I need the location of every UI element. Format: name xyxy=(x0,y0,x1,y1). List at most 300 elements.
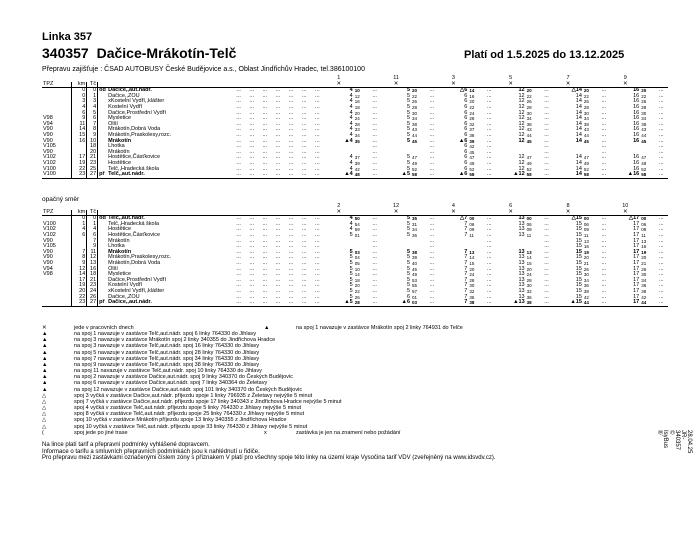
empty-trip: ... xyxy=(301,115,307,122)
time-minute: 11 xyxy=(583,232,589,238)
empty-trip: ... xyxy=(372,299,377,306)
zone-id: V94 xyxy=(43,265,53,272)
empty-trip: ... xyxy=(544,237,549,244)
col-km: km xyxy=(71,210,87,216)
empty-trip: ... xyxy=(275,231,281,238)
time-minute: 28 xyxy=(469,277,475,283)
time-hour: 6 xyxy=(464,109,468,116)
working-days-symbol: ✕ xyxy=(393,208,399,215)
tc-value: 1 xyxy=(87,222,98,228)
empty-trip: ... xyxy=(236,98,241,105)
time-hour: 16 xyxy=(633,109,640,116)
trip-number: 6 xyxy=(509,203,513,209)
empty-trip: ... xyxy=(601,248,607,255)
empty-trip: ... xyxy=(275,215,281,222)
time-minute: 35 xyxy=(412,216,418,222)
empty-trip: ... xyxy=(429,148,435,155)
empty-trip: ... xyxy=(601,276,607,283)
empty-trip: ... xyxy=(301,143,307,150)
time-hour: 16 xyxy=(633,120,640,127)
empty-trip: ... xyxy=(372,87,377,94)
empty-trip: ... xyxy=(486,254,492,261)
station-mark: př xyxy=(99,171,105,178)
km-value: 17 xyxy=(71,278,87,284)
line-label: Linka 357 xyxy=(42,31,93,43)
time-minute: 45 xyxy=(526,138,532,144)
zone-id: V90 xyxy=(43,137,53,144)
empty-trip: ... xyxy=(236,254,241,261)
empty-trip: ... xyxy=(372,103,377,110)
time-minute: 38 xyxy=(583,288,589,294)
empty-trip: ... xyxy=(288,165,294,172)
time-hour: 14 xyxy=(575,115,582,122)
legend-symbol: ▲ xyxy=(42,380,48,387)
working-days-symbol: ✕ xyxy=(565,208,571,215)
time-minute: 01 xyxy=(354,232,360,238)
time-minute: 36 xyxy=(469,294,475,300)
empty-trip: ... xyxy=(249,282,254,289)
empty-trip: ... xyxy=(275,143,281,150)
time-hour: 14 xyxy=(575,103,582,110)
time-minute: 39 xyxy=(469,138,475,144)
time-hour: 17 xyxy=(633,226,640,233)
empty-trip: ... xyxy=(275,243,281,250)
empty-trip: ... xyxy=(315,159,320,166)
time-minute: 22 xyxy=(583,93,589,99)
time-hour: 5 xyxy=(349,259,353,266)
station-name: Hostětice xyxy=(108,226,132,233)
empty-trip: ... xyxy=(372,126,377,133)
empty-trip: ... xyxy=(429,143,435,150)
empty-trip: ... xyxy=(288,131,294,138)
empty-trip: ... xyxy=(315,137,320,144)
empty-trip: ... xyxy=(658,226,664,233)
empty-trip: ... xyxy=(288,248,294,255)
time-minute: 12 xyxy=(354,93,360,99)
legend-text: na spoj 1 navazuje v zastávce Mrákotín spoj 2 linky 764931 do Telče xyxy=(296,325,463,331)
time-minute: 44 xyxy=(641,300,647,306)
time-minute: 38 xyxy=(641,121,647,127)
time-hour: 4 xyxy=(349,126,353,133)
tc-value: 1 xyxy=(87,94,98,100)
legend-row xyxy=(42,430,642,436)
time-minute: 20 xyxy=(354,283,360,289)
empty-trip: ... xyxy=(601,137,607,144)
empty-trip: ... xyxy=(249,92,254,99)
empty-trip: ... xyxy=(429,165,435,172)
empty-trip: ... xyxy=(262,92,268,99)
working-days-symbol: ✕ xyxy=(622,80,628,87)
empty-trip: ... xyxy=(315,293,320,300)
empty-trip: ... xyxy=(315,98,320,105)
empty-trip: ... xyxy=(236,137,241,144)
empty-trip: ... xyxy=(301,215,307,222)
time-minute: 22 xyxy=(469,104,475,110)
time-hour: 4 xyxy=(349,120,353,127)
time-minute: 28 xyxy=(583,104,589,110)
empty-trip: ... xyxy=(275,115,281,122)
time-hour: 4 xyxy=(349,159,353,166)
empty-trip: ... xyxy=(236,243,241,250)
empty-trip: ... xyxy=(315,165,320,172)
time-minute: 34 xyxy=(412,227,418,233)
time-hour: 4 xyxy=(349,92,353,99)
time-minute: 09 xyxy=(641,227,647,233)
time-hour: 14 xyxy=(575,92,582,99)
empty-trip: ... xyxy=(372,287,377,294)
empty-trip: ... xyxy=(249,237,254,244)
legend-text: spoj 10 vyčká v zastávce Mrákotín příjezdu spoje 13 linky 340355 z Jindřichova Hradce xyxy=(74,417,287,424)
empty-trip: ... xyxy=(301,126,307,133)
empty-trip: ... xyxy=(288,103,294,110)
empty-trip: ... xyxy=(301,159,307,166)
time-hour: 4 xyxy=(349,220,353,227)
empty-trip: ... xyxy=(249,171,254,178)
empty-trip: ... xyxy=(262,154,268,161)
time-minute: 44 xyxy=(412,132,418,138)
time-minute: 26 xyxy=(526,99,532,105)
empty-trip: ... xyxy=(262,131,268,138)
time-hour: 7 xyxy=(464,231,468,238)
empty-trip: ... xyxy=(601,271,607,278)
legend-symbol: ▲ xyxy=(42,374,48,381)
time-hour: ▲5 xyxy=(401,171,411,178)
time-hour: 6 xyxy=(464,92,468,99)
time-hour: 16 xyxy=(633,92,640,99)
km-value: 0 xyxy=(71,94,87,100)
time-hour: 7 xyxy=(464,287,468,294)
time-hour: 17 xyxy=(633,276,640,283)
time-hour: 5 xyxy=(349,254,353,261)
time-minute: 58 xyxy=(412,172,418,178)
station-name: Dačice,Prostřední Vydří xyxy=(108,109,167,116)
empty-trip: ... xyxy=(601,282,607,289)
empty-trip: ... xyxy=(544,259,549,266)
time-minute: 00 xyxy=(583,216,589,222)
empty-trip: ... xyxy=(429,98,435,105)
empty-trip: ... xyxy=(275,271,281,278)
time-minute: 16 xyxy=(354,99,360,105)
empty-trip: ... xyxy=(429,248,435,255)
time-minute: 38 xyxy=(526,300,532,306)
empty-trip: ... xyxy=(429,259,435,266)
tc-value: 7 xyxy=(87,239,98,245)
station-name: Mrákotín xyxy=(108,248,132,255)
empty-trip: ... xyxy=(429,226,435,233)
working-days-symbol: ✕ xyxy=(508,80,513,87)
empty-trip: ... xyxy=(486,148,492,155)
empty-trip: ... xyxy=(275,287,281,294)
time-minute: 13 xyxy=(469,249,475,255)
time-hour: ▲6 xyxy=(458,137,468,144)
empty-trip: ... xyxy=(486,248,492,255)
empty-trip: ... xyxy=(236,215,241,222)
empty-trip: ... xyxy=(486,120,492,127)
time-hour: 16 xyxy=(633,137,640,144)
time-minute: 21 xyxy=(583,260,589,266)
empty-trip: ... xyxy=(236,92,241,99)
time-hour: 16 xyxy=(633,98,640,105)
station-name: Dačice,,ZOU xyxy=(108,92,140,99)
empty-trip: ... xyxy=(262,282,268,289)
empty-trip: ... xyxy=(249,137,254,144)
empty-trip: ... xyxy=(601,287,607,294)
empty-trip: ... xyxy=(372,109,377,116)
empty-trip: ... xyxy=(249,248,254,255)
time-hour: 13 xyxy=(518,293,525,300)
km-value: 22 xyxy=(71,167,87,173)
time-hour: 5 xyxy=(349,271,353,278)
station-name: Dačice,Prostřední Vydří xyxy=(108,276,167,283)
legend-text: na spoj 3 navazuje v zastávce Telč,aut.nádr. spoj 16 linky 764330 do Jihlavy xyxy=(74,343,260,350)
km-value: 23 xyxy=(71,300,87,306)
time-minute: 43 xyxy=(526,127,532,133)
time-hour: 14 xyxy=(575,131,582,138)
time-minute: 34 xyxy=(641,116,647,122)
station-cell xyxy=(98,300,232,306)
time-minute: 11 xyxy=(641,232,646,238)
empty-trip: ... xyxy=(249,215,254,222)
legend-text: na spoj 9 navazuje v zastávce Telč,aut.nádr. spoj 38 linky 764330 do Jihlavy xyxy=(74,361,260,368)
empty-trip: ... xyxy=(658,165,664,172)
tc-value: 11 xyxy=(87,250,98,256)
tc-value: 8 xyxy=(87,127,98,133)
empty-trip: ... xyxy=(544,137,549,144)
empty-trip: ... xyxy=(658,282,664,289)
km-value: 3 xyxy=(71,99,87,105)
time-minute: 38 xyxy=(526,121,532,127)
time-hour: 15 xyxy=(575,271,582,278)
empty-trip: ... xyxy=(601,293,607,300)
working-days-symbol: ✕ xyxy=(451,80,456,87)
empty-trip: ... xyxy=(236,159,241,166)
time-hour: 17 xyxy=(633,293,640,300)
empty-trip: ... xyxy=(601,254,607,261)
empty-trip: ... xyxy=(301,148,307,155)
time-hour: 5 xyxy=(406,265,411,272)
empty-trip: ... xyxy=(658,299,664,306)
time-hour: 5 xyxy=(406,226,411,233)
empty-trip: ... xyxy=(315,215,320,222)
legend-symbol: ▲ xyxy=(42,331,48,338)
empty-trip: ... xyxy=(275,276,281,283)
legend-text: na spoj 7 navazuje v zastávce Telč,aut.nádr. spoj 34 linky 764330 do Jihlavy xyxy=(74,355,260,362)
legend-text: spoj 8 vyčká v zastávce Telč,aut.nádr. příjezdu spoje 25 linky 764330 z Jihlavy nejvýše 5 minut xyxy=(74,411,305,418)
tc-value: 23 xyxy=(87,161,98,167)
time-hour: 5 xyxy=(406,254,411,261)
empty-trip: ... xyxy=(601,120,607,127)
time-hour: 12 xyxy=(518,154,525,161)
time-hour: 5 xyxy=(349,287,353,294)
time-hour: ▲16 xyxy=(627,171,640,178)
time-minute: 53 xyxy=(412,277,418,283)
time-minute: 19 xyxy=(583,249,589,255)
empty-trip: ... xyxy=(658,265,664,272)
time-hour: 6 xyxy=(406,293,411,300)
empty-trip: ... xyxy=(486,171,492,178)
empty-trip: ... xyxy=(288,299,294,306)
legend-symbol: ▲ xyxy=(42,361,48,368)
time-minute: 28 xyxy=(469,116,475,122)
time-hour: ▲12 xyxy=(513,171,525,178)
station-name: Telč,,aut.nádr. xyxy=(108,215,145,222)
empty-trip: ... xyxy=(288,243,294,250)
empty-trip: ... xyxy=(544,271,549,278)
empty-trip: ... xyxy=(544,87,549,94)
empty-trip: ... xyxy=(658,120,664,127)
time-hour: 17 xyxy=(633,248,640,255)
empty-trip: ... xyxy=(236,131,241,138)
empty-trip: ... xyxy=(544,231,549,238)
empty-trip: ... xyxy=(236,109,241,116)
time-hour: 5 xyxy=(406,248,411,255)
km-value: 15 xyxy=(71,133,87,139)
time-minute: 22 xyxy=(354,288,360,294)
time-minute: 43 xyxy=(641,127,647,133)
trip-number: 11 xyxy=(393,75,399,81)
empty-trip: ... xyxy=(301,109,307,116)
time-minute: 52 xyxy=(412,166,418,172)
tc-value: 6 xyxy=(87,116,98,122)
empty-trip: ... xyxy=(262,254,268,261)
station-mark: př xyxy=(99,299,105,306)
time-hour: 7 xyxy=(464,259,468,266)
empty-trip: ... xyxy=(262,137,268,144)
time-hour: 5 xyxy=(406,215,411,222)
empty-trip: ... xyxy=(301,131,307,138)
empty-trip: ... xyxy=(275,98,281,105)
tc-value: 23 xyxy=(87,283,98,289)
empty-trip: ... xyxy=(249,87,254,94)
time-hour: ▲6 xyxy=(458,171,468,178)
time-minute: 52 xyxy=(641,166,647,172)
empty-trip: ... xyxy=(658,243,664,250)
time-hour: 7 xyxy=(464,248,468,255)
time-hour: 4 xyxy=(349,154,353,161)
time-minute: 18 xyxy=(354,104,360,110)
time-minute: 58 xyxy=(583,172,589,178)
time-hour: 5 xyxy=(406,154,411,161)
empty-trip: ... xyxy=(544,92,549,99)
station-name: Dačice,,aut.nádr. xyxy=(108,299,152,306)
time-hour: 14 xyxy=(575,109,582,116)
empty-trip: ... xyxy=(249,131,254,138)
time-minute: 00 xyxy=(469,216,475,222)
empty-trip: ... xyxy=(429,126,435,133)
legend-text: zastávka je jen na znamení nebo požádání xyxy=(296,429,401,436)
empty-trip: ... xyxy=(275,226,281,233)
time-minute: 42 xyxy=(469,144,475,150)
empty-trip: ... xyxy=(372,226,377,233)
empty-trip: ... xyxy=(236,259,241,266)
station-mark: od xyxy=(99,215,106,222)
empty-trip: ... xyxy=(486,92,492,99)
time-minute: 38 xyxy=(469,132,475,138)
tc-value: 12 xyxy=(87,255,98,261)
empty-trip: ... xyxy=(658,103,664,110)
legend-symbol: x xyxy=(264,429,267,436)
empty-trip: ... xyxy=(486,165,492,172)
time-minute: 48 xyxy=(354,172,360,178)
line-title xyxy=(42,45,236,61)
time-hour: 5 xyxy=(406,165,411,172)
time-hour: 5 xyxy=(349,265,353,272)
direction-2-label: opačný směr xyxy=(42,196,80,203)
empty-trip: ... xyxy=(262,299,268,306)
time-minute: 38 xyxy=(412,249,418,255)
time-hour: ▲15 xyxy=(570,299,582,306)
time-hour: 6 xyxy=(464,154,468,161)
empty-trip: ... xyxy=(658,154,664,161)
time-hour: 5 xyxy=(406,287,411,294)
empty-trip: ... xyxy=(429,109,435,116)
time-hour: 6 xyxy=(464,98,468,105)
tc-value: 27 xyxy=(87,172,98,178)
empty-trip: ... xyxy=(301,243,307,250)
time-hour: 17 xyxy=(633,231,640,238)
time-minute: 14 xyxy=(526,255,532,261)
empty-trip: ... xyxy=(429,131,435,138)
empty-trip: ... xyxy=(275,259,281,266)
trip-number: 1 xyxy=(337,75,341,81)
time-minute: 58 xyxy=(469,172,475,178)
table-row xyxy=(42,300,668,306)
station-name: xKostelní Vydří,,klášter xyxy=(108,287,165,294)
time-minute: 04 xyxy=(354,255,360,261)
empty-trip: ... xyxy=(288,287,294,294)
time-hour: 5 xyxy=(406,109,411,116)
time-hour: 13 xyxy=(518,226,525,233)
empty-trip: ... xyxy=(315,282,320,289)
empty-trip: ... xyxy=(275,293,281,300)
empty-trip: ... xyxy=(288,159,294,166)
empty-trip: ... xyxy=(429,215,435,222)
legend-text: na spoj 1 navazuje v zastávce Telč,aut.nádr. spoj 6 linky 764330 do Jihlavy xyxy=(74,331,257,338)
time-hour: 5 xyxy=(406,276,411,283)
station-name: Mrákotín,Dobrá Voda xyxy=(108,126,161,133)
time-hour: 13 xyxy=(518,265,525,272)
time-minute: 20 xyxy=(412,88,418,94)
empty-trip: ... xyxy=(429,154,435,161)
time-hour: 5 xyxy=(349,231,353,238)
carrier-text: Přepravu zajišťuje : ČSAD AUTOBUSY České Budějovice a.s., Oblast Jindřichův Hradec, tel.386100100 xyxy=(42,66,365,73)
time-minute: 20 xyxy=(641,88,647,94)
time-minute: 50 xyxy=(354,216,360,222)
station-name: Mysletice xyxy=(108,115,132,122)
time-minute: 26 xyxy=(641,266,647,272)
empty-trip: ... xyxy=(288,220,294,227)
tc-value: 10 xyxy=(87,139,98,145)
empty-trip: ... xyxy=(486,98,492,105)
empty-trip: ... xyxy=(372,215,377,222)
note-2: Informace o tarifu a smluvních přepravních podmínkách jsou k nahlédnutí u řidiče. xyxy=(42,448,260,455)
empty-trip: ... xyxy=(544,287,549,294)
time-minute: 28 xyxy=(412,104,418,110)
time-hour: 12 xyxy=(518,109,525,116)
km-value: 12 xyxy=(71,267,87,273)
empty-trip: ... xyxy=(315,299,320,306)
zone-id: V100 xyxy=(43,165,56,172)
tc-value: 5 xyxy=(87,111,98,117)
empty-trip: ... xyxy=(275,220,281,227)
empty-trip: ... xyxy=(372,276,377,283)
time-minute: 52 xyxy=(526,166,532,172)
time-hour: 5 xyxy=(406,120,411,127)
empty-trip: ... xyxy=(301,237,307,244)
empty-trip: ... xyxy=(486,299,492,306)
time-minute: 26 xyxy=(412,99,418,105)
empty-trip: ... xyxy=(288,120,294,127)
